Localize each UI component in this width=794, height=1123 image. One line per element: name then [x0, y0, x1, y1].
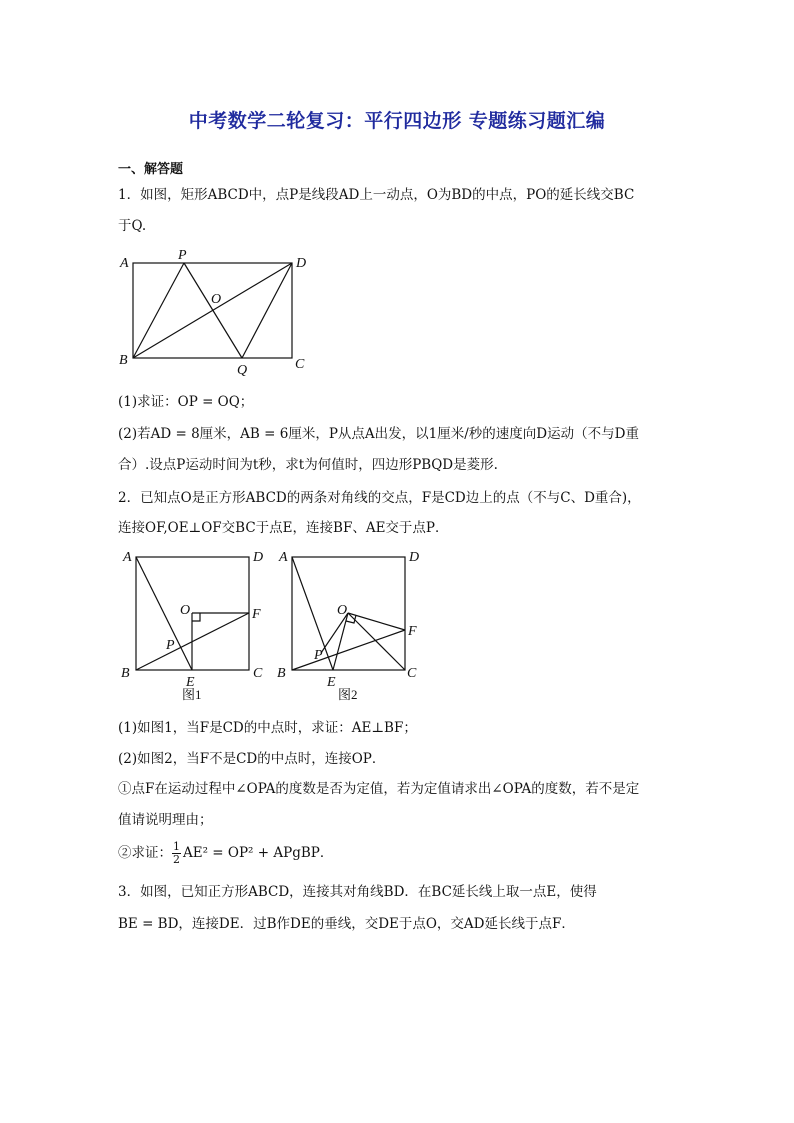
q2-sub2-expression: AE² = OP² + APgBP． [183, 845, 334, 861]
fig1-label-a: A [123, 550, 132, 565]
fig2-label-p: P [314, 648, 323, 663]
fraction-one-half [172, 841, 181, 866]
fig2-label-d: D [409, 550, 420, 565]
segment-ae [292, 557, 333, 670]
q2-sub1-line2: 值请说明理由； [118, 812, 213, 828]
label-b: B [119, 353, 128, 368]
fig2-label-o: O [337, 603, 348, 618]
right-angle-mark [192, 613, 200, 621]
page-title: 中考数学二轮复习：平行四边形 专题练习题汇编 [188, 110, 606, 132]
fig1-label-f: F [252, 607, 261, 622]
q2-figure-1 [112, 545, 272, 705]
q3-stem-line2: BE = BD，连接DE．过B作DE的垂线，交DE于点O，交AD延长线于点F． [118, 916, 575, 932]
q1-part2-line1: (2)若AD = 8厘米，AB = 6厘米，P从点A出发，以1厘米/秒的速度向D运动（不与D重 [118, 426, 639, 442]
q1-stem-line1: 1．如图，矩形ABCD中，点P是线段AD上一动点，O为BD的中点，PO的延长线交BC [118, 187, 635, 203]
fig2-label-c: C [407, 666, 417, 681]
q2-sub2 [118, 841, 333, 866]
fig1-label-p: P [166, 638, 175, 653]
fig1-caption: 图1 [182, 687, 202, 702]
label-q: Q [237, 363, 248, 378]
q2-figure-2 [268, 545, 428, 705]
q2-stem-line2: 连接OF,OE⊥OF交BC于点E，连接BF、AE交于点P． [118, 520, 449, 536]
segment-bf [292, 630, 405, 670]
segment-oe [333, 613, 348, 670]
q1-stem-line2: 于Q. [118, 218, 147, 234]
label-a: A [120, 256, 129, 271]
section-heading: 一、解答题 [118, 162, 184, 177]
label-c: C [295, 357, 305, 372]
segment-pq [184, 263, 242, 358]
segment-op [321, 613, 348, 653]
fig1-label-c: C [253, 666, 263, 681]
fig1-label-b: B [121, 666, 130, 681]
fig2-label-a: A [279, 550, 288, 565]
fig1-label-e: E [186, 675, 195, 690]
segment-pb [133, 263, 184, 358]
fig1-label-d: D [253, 550, 264, 565]
q2-sub2-prefix: ②求证： [118, 845, 172, 861]
label-d: D [296, 256, 307, 271]
fig2-caption: 图2 [338, 687, 358, 702]
label-p: P [178, 248, 187, 263]
fraction-denominator: 2 [173, 853, 180, 866]
q1-part2-line2: 合）.设点P运动时间为t秒，求t为何值时，四边形PBQD是菱形. [118, 457, 498, 473]
label-o: O [211, 292, 222, 307]
q1-part1: (1)求证：OP = OQ； [118, 394, 254, 410]
fig2-label-b: B [277, 666, 286, 681]
fig2-label-f: F [408, 624, 417, 639]
fig2-label-e: E [327, 675, 336, 690]
fraction-numerator: 1 [173, 840, 180, 853]
q3-stem-line1: 3．如图，已知正方形ABCD，连接其对角线BD．在BC延长线上取一点E，使得 [118, 884, 597, 900]
q2-part2: (2)如图2，当F不是CD的中点时，连接OP． [118, 751, 386, 767]
q2-sub1-line1: ①点F在运动过程中∠OPA的度数是否为定值，若为定值请求出∠OPA的度数，若不是定 [118, 781, 640, 797]
q2-part1: (1)如图1，当F是CD的中点时，求证：AE⊥BF； [118, 720, 417, 736]
fig1-label-o: O [180, 603, 191, 618]
q2-stem-line1: 2．已知点O是正方形ABCD的两条对角线的交点，F是CD边上的点（不与C、D重合)， [118, 490, 641, 506]
q1-figure-rectangle [112, 245, 332, 380]
